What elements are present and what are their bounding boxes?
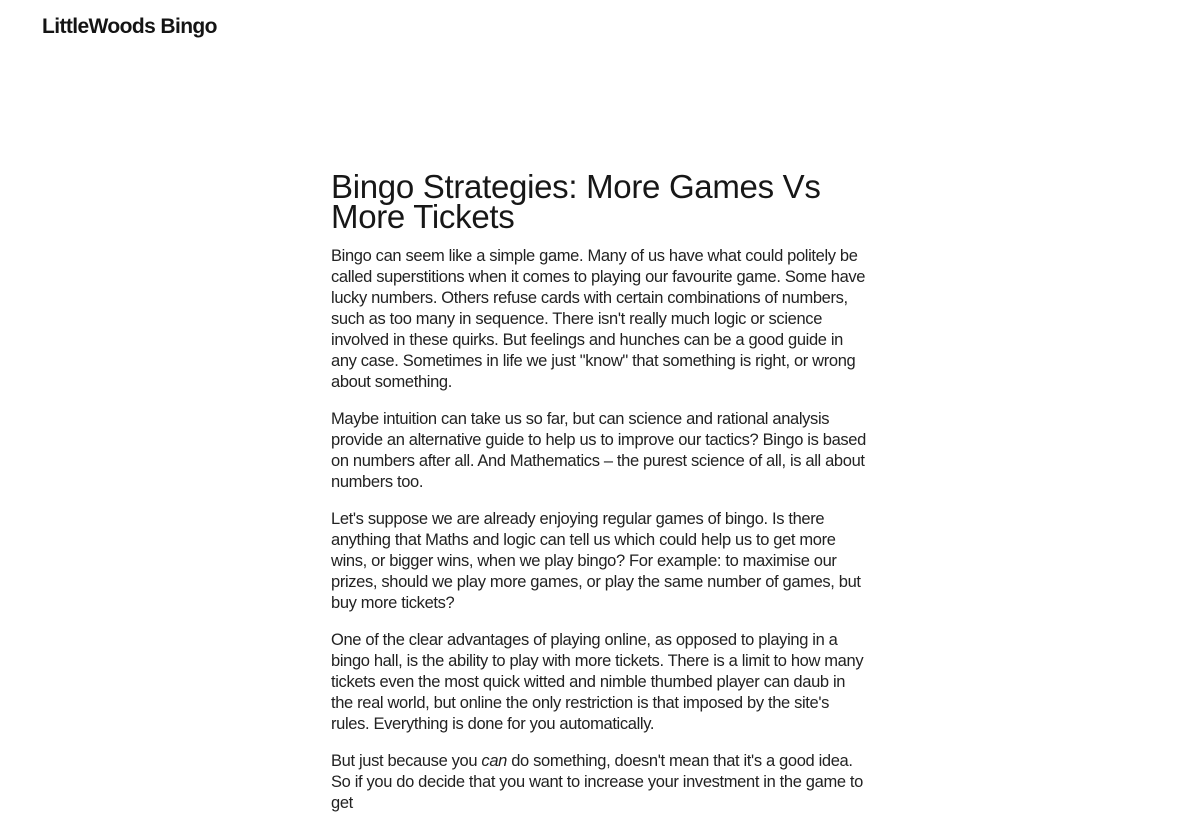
article-paragraph-2: Maybe intuition can take us so far, but can science and rational analysis provide an alternative guide to help us to improve our tactics? Bingo is based on numbers after all. And Mathematics – the purest science of all, is all about numbers too. (331, 410, 866, 491)
article-paragraph-5 (331, 751, 871, 814)
paragraph-text-end: do something, doesn't mean that it's a good idea. So if you do decide that you want to increase your investment in the game to get (331, 752, 863, 812)
article-paragraph-4: One of the clear advantages of playing online, as opposed to playing in a bingo hall, is the ability to play with more tickets. There is a limit to how many tickets even the most quick witted and nimble thumbed player can daub in the real world, but online the only restriction is that imposed by the site's rules. Everything is done for you automatically. (331, 631, 864, 733)
emphasis-text: can (481, 752, 507, 770)
article (331, 168, 871, 830)
article-paragraph-3: Let's suppose we are already enjoying regular games of bingo. Is there anything that Maths and logic can tell us which could help us to get more wins, or bigger wins, when we play bingo? For example: to maximise our prizes, should we play more games, or play the same number of games, but buy more tickets? (331, 510, 861, 612)
article-paragraph-1: Bingo can seem like a simple game. Many of us have what could politely be called superstitions when it comes to playing our favourite game. Some have lucky numbers. Others refuse cards with certain combinations of numbers, such as too many in sequence. There isn't really much logic or science involved in these quirks. But feelings and hunches can be a good guide in any case. Sometimes in life we just "know" that something is right, or wrong about something. (331, 247, 866, 391)
site-logo-link[interactable]: LittleWoods Bingo (42, 15, 217, 38)
paragraph-text-start: But just because you (331, 752, 482, 770)
article-title: Bingo Strategies: More Games Vs More Tickets (331, 168, 821, 235)
